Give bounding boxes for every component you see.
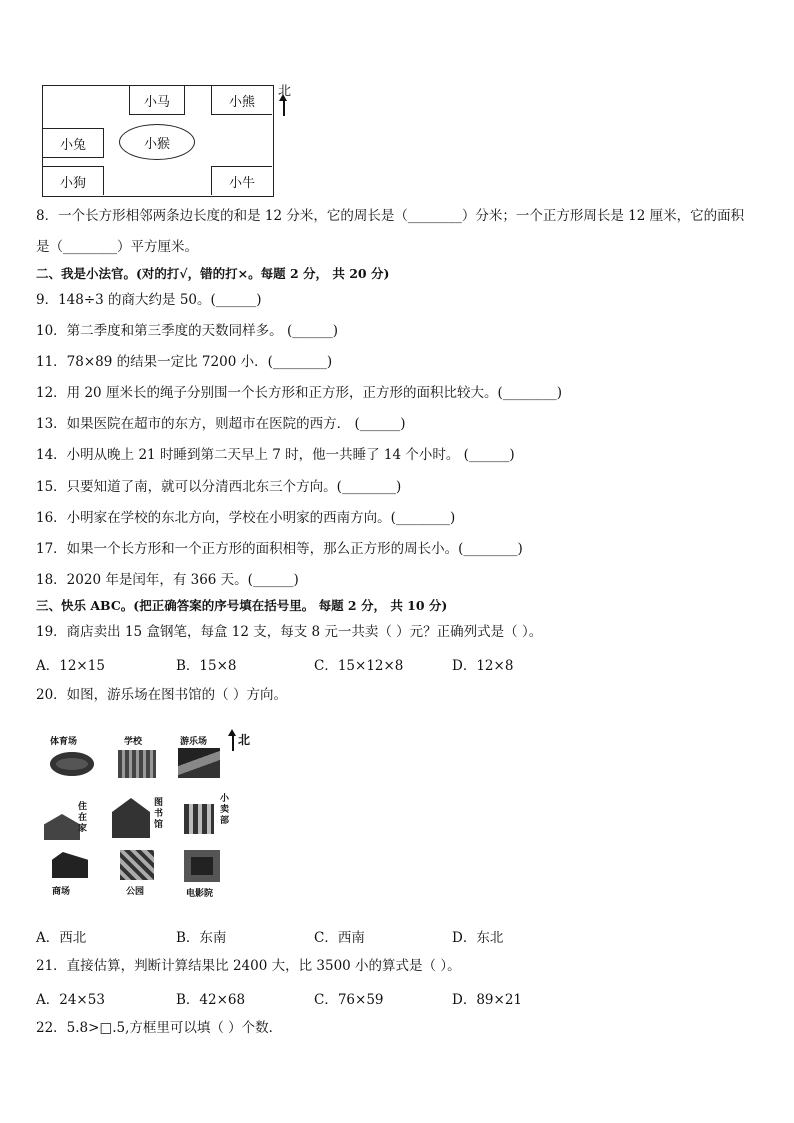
q20-option-c: C．西南 xyxy=(314,930,365,946)
q12: 12．用 20 厘米长的绳子分别围一个长方形和正方形，正方形的面积比较大。(________) xyxy=(36,385,562,401)
q20-option-d: D．东北 xyxy=(452,930,504,946)
place-home: 住在家 xyxy=(42,792,104,854)
mall-icon xyxy=(52,852,88,878)
q8-line1: 8．一个长方形相邻两条边长度的和是 12 分米，它的周长是（________）分米；一个正方形周长是 12 厘米，它的面积 xyxy=(36,208,745,224)
place-school: 学校 xyxy=(112,730,174,792)
ellipse-monkey: 小猴 xyxy=(119,124,195,160)
q13: 13．如果医院在超市的东方，则超市在医院的西方． (______) xyxy=(36,416,406,432)
q22-stem: 22．5.8>□.5,方框里可以填（ ）个数． xyxy=(36,1020,283,1036)
north-arrow-2-icon xyxy=(232,735,234,751)
cinema-icon xyxy=(184,850,220,882)
home-icon xyxy=(44,814,80,840)
q19-option-a: A．12×15 xyxy=(36,658,105,674)
q21-option-d: D．89×21 xyxy=(452,992,522,1008)
section3-heading: 三、快乐 ABC。(把正确答案的序号填在括号里。 每题 2 分， 共 10 分) xyxy=(36,598,448,613)
place-library: 图书馆 xyxy=(112,792,174,854)
school-icon xyxy=(118,750,156,778)
q19-option-b: B．15×8 xyxy=(176,658,237,674)
amusement-park-icon xyxy=(178,748,220,778)
place-shop: 小卖部 xyxy=(180,792,242,854)
q8-line2: 是（________）平方厘米。 xyxy=(36,239,198,255)
q21-option-a: A．24×53 xyxy=(36,992,105,1008)
place-park: 公园 xyxy=(112,848,174,910)
animal-map xyxy=(42,85,274,197)
place-cinema: 电影院 xyxy=(180,848,242,910)
q21-option-c: C．76×59 xyxy=(314,992,384,1008)
place-stadium: 体育场 xyxy=(42,730,104,792)
section2-heading: 二、我是小法官。(对的打√，错的打×。每题 2 分， 共 20 分) xyxy=(36,266,390,281)
box-bear: 小熊 xyxy=(211,86,272,115)
north-arrow-icon xyxy=(283,100,285,116)
q20-option-a: A．西北 xyxy=(36,930,87,946)
q9: 9．148÷3 的商大约是 50。(______) xyxy=(36,292,262,308)
stadium-icon xyxy=(50,752,94,776)
q15: 15．只要知道了南，就可以分清西北东三个方向。(________) xyxy=(36,479,402,495)
q20-option-b: B．东南 xyxy=(176,930,227,946)
q20-stem: 20．如图，游乐场在图书馆的（ ）方向。 xyxy=(36,687,287,703)
q17: 17．如果一个长方形和一个正方形的面积相等，那么正方形的周长小。(________) xyxy=(36,541,523,557)
place-amusement-park: 游乐场 xyxy=(176,730,238,792)
q18: 18．2020 年是闰年，有 366 天。(______) xyxy=(36,572,299,588)
north-label-2: 北 xyxy=(238,733,251,747)
q21-stem: 21．直接估算，判断计算结果比 2400 大，比 3500 小的算式是（ ）。 xyxy=(36,958,461,974)
place-mall: 商场 xyxy=(42,848,104,910)
q19-option-c: C．15×12×8 xyxy=(314,658,404,674)
q21-option-b: B．42×68 xyxy=(176,992,246,1008)
q11: 11．78×89 的结果一定比 7200 小．(________) xyxy=(36,354,333,370)
north-label: 北 xyxy=(278,84,292,99)
box-dog: 小狗 xyxy=(43,166,104,195)
q16: 16．小明家在学校的东北方向，学校在小明家的西南方向。(________) xyxy=(36,510,456,526)
q19-option-d: D．12×8 xyxy=(452,658,514,674)
town-map xyxy=(40,730,260,910)
q19-stem: 19．商店卖出 15 盒钢笔，每盒 12 支，每支 8 元一共卖（ ）元？正确列式是（ ）。 xyxy=(36,624,543,640)
library-icon xyxy=(112,798,150,838)
shop-icon xyxy=(184,804,214,834)
q14: 14．小明从晚上 21 时睡到第二天早上 7 时，他一共睡了 14 个小时。 (______) xyxy=(36,447,515,463)
box-cow: 小牛 xyxy=(211,166,272,195)
box-rabbit: 小兔 xyxy=(43,128,104,158)
q10: 10．第二季度和第三季度的天数同样多。 (______) xyxy=(36,323,339,339)
box-horse: 小马 xyxy=(129,86,185,115)
park-icon xyxy=(120,850,154,880)
